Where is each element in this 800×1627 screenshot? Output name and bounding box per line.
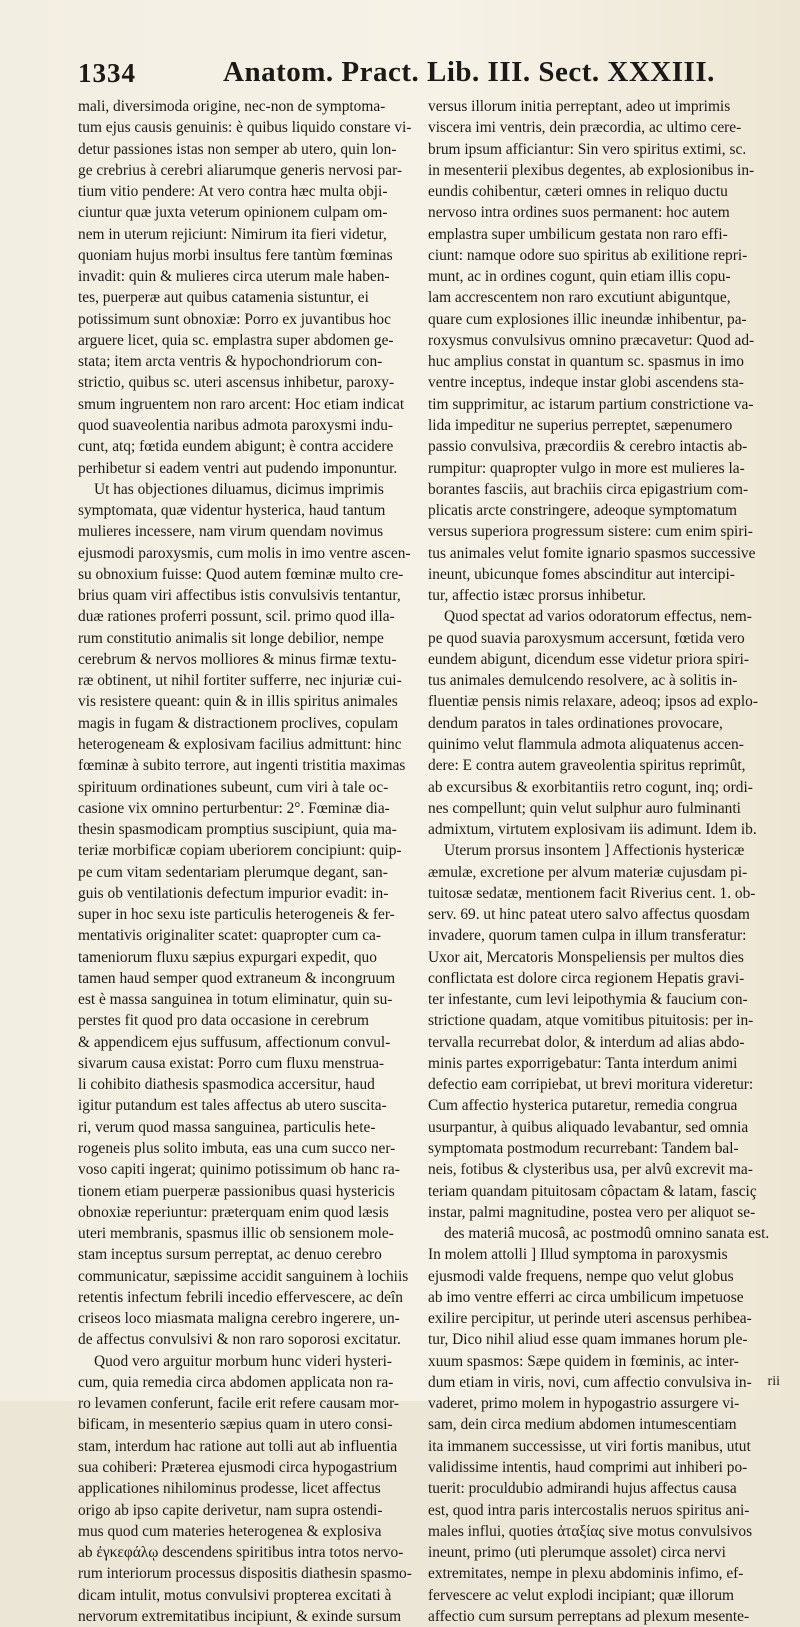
text-line: In molem attolli ] Illud symptoma in paroxysmis bbox=[428, 1246, 728, 1264]
text-line: smum ingruentem non raro arcent: Hoc etiam indicat bbox=[78, 395, 405, 413]
text-line: males influi, quoties ἀταξίας sive motus convulsivos bbox=[428, 1522, 753, 1540]
text-line: guis ob ventilationis defectum impurior evadit: in- bbox=[78, 884, 389, 902]
text-line: tamen haud semper quod extraneum & incongruum bbox=[78, 969, 396, 987]
text-line: stam inceptus sursum perreptat, ac denuo cerebro bbox=[78, 1246, 382, 1264]
text-line: ter infestante, cum levi leipothymia & faucium con- bbox=[428, 991, 748, 1009]
text-line: sam, dein circa medium abdomen intumescentiam bbox=[428, 1416, 737, 1434]
text-line: conflictata est dolore circa regionem Hepatis gravi- bbox=[428, 969, 745, 987]
text-line: sivarum causa existat: Porro cum fluxu menstrua- bbox=[78, 1054, 385, 1072]
text-line: teriam quandam pituitosam côpactam & latam, fasciç bbox=[428, 1182, 757, 1200]
text-line: voso capiti ingerat; quinimo potissimum ob hanc ra- bbox=[78, 1161, 400, 1179]
text-line: ræ obtinent, ut nihil fortiter sufferre, nec injuriæ cui- bbox=[78, 672, 402, 690]
text-line: casione vix omnino perturbentur: 2°. Fœminæ dia- bbox=[78, 799, 390, 817]
text-line: neis, fotibus & clysteribus usa, per alvû excrevit ma- bbox=[428, 1161, 753, 1179]
text-line: de affectus convulsivi & non raro soporosi excitatur. bbox=[78, 1331, 401, 1349]
text-line: invadit: quin & mulieres circa uterum male haben- bbox=[78, 268, 390, 286]
text-line: origo ab ipso capite derivetur, nam supra ostendi- bbox=[78, 1501, 383, 1519]
text-line: eundem abigunt, dicendum esse videtur priora spiri- bbox=[428, 650, 749, 668]
text-line: usurpantur, à quibus aliquado levabantur, sed omnia bbox=[428, 1118, 749, 1136]
text-line: in mesenterii plexibus degentes, ab explosionibus in- bbox=[428, 161, 755, 179]
text-line: ab ἐγκεφάλῳ descendens spiritibus intra totos nervo- bbox=[78, 1544, 404, 1562]
text-line: vaderet, primo molem in hypogastrio assurgere vi- bbox=[428, 1395, 740, 1413]
text-line: pe quod suavia paroxysmum accersunt, fœtida vero bbox=[428, 629, 745, 647]
text-line: mus quod cum materies heterogenea & explosiva bbox=[78, 1522, 382, 1540]
text-line: tus animales velut fomite ignario spasmos successive bbox=[428, 544, 756, 562]
text-line: igitur putandum est tales affectus ab utero suscita- bbox=[78, 1097, 387, 1115]
text-line: tionem etiam puerperæ passionibus quasi hystericis bbox=[78, 1182, 395, 1200]
text-line: Quod spectat ad varios odoratorum effectus, nem- bbox=[444, 608, 752, 626]
text-line: ejusmodi valde frequens, nempe quo velut globus bbox=[428, 1267, 734, 1285]
text-line: rumpitur: quapropter vulgo in more est mulieres la- bbox=[428, 459, 745, 477]
text-line: brum ipsum afficiantur: Sin vero spiritus extimi, sc. bbox=[428, 140, 747, 158]
text-line: symptomata, quæ videntur hysterica, haud tantum bbox=[78, 502, 386, 520]
text-line: fluentiæ pensis nimis relaxare, adeoq; ipsos ad explo- bbox=[428, 693, 758, 711]
text-line: Cum affectio hysterica putaretur, remedia congrua bbox=[428, 1097, 738, 1115]
catchword: rii bbox=[767, 1374, 780, 1389]
text-line: rum constitutio animalis sit longe debilior, nempe bbox=[78, 629, 384, 647]
text-line: ciunt: namque odore suo spiritus ab exilitione repri- bbox=[428, 246, 748, 264]
text-line: heterogeneam & explosivam facilius admittunt: hinc bbox=[78, 735, 402, 753]
text-line: strictione quadam, atque vomitibus pituitosis: per in- bbox=[428, 1012, 754, 1030]
text-line: validissime intentis, haud comprimi aut inhiberi po- bbox=[428, 1459, 748, 1476]
text-line: perhibetur si eadem ventri aut pudendo imponuntur. bbox=[78, 459, 398, 477]
text-line: tes, puerperæ aut quibus catamenia sistuntur, ei bbox=[78, 289, 369, 307]
text-line: tum ejus causis genuinis: è quibus liquido constare vi- bbox=[78, 119, 412, 137]
text-line: super in hoc sexu iste particulis heterogeneis & fer- bbox=[78, 906, 395, 924]
text-line: æmulæ, excretione per alvum materiæ cujusdam pi- bbox=[428, 863, 748, 881]
text-line: symptomata postmodum recurrebant: Tandem bal- bbox=[428, 1140, 739, 1158]
text-line: ri, verum quod massa sanguinea, particulis hete- bbox=[78, 1118, 376, 1136]
text-line: ciuntur quæ juxta veterum opinionem culpam om- bbox=[78, 204, 388, 222]
text-line: ineunt, ubicunque fomes abscinditur aut intercipi- bbox=[428, 565, 735, 583]
text-line: mulieres incessere, nam virum quendam novimus bbox=[78, 523, 384, 541]
text-line: stata; item arcta ventris & hypochondriorum con- bbox=[78, 353, 383, 371]
text-line: admixtum, virtutem explosivam iis adimunt. Idem ib. bbox=[428, 821, 757, 839]
text-line: arguere licet, quia sc. emplastra super abdomen ge- bbox=[78, 331, 394, 349]
text-line: defectio eam corripiebat, ut brevi moritura videretur: bbox=[428, 1076, 754, 1094]
text-line: instar, palmi magnitudine, postea vero per aliquot se- bbox=[428, 1203, 756, 1221]
text-line: quinimo velut flammula admota aliquatenus accen- bbox=[428, 735, 744, 753]
text-line: Quod vero arguitur morbum hunc videri hysteri- bbox=[94, 1352, 393, 1370]
text-line: tuerit: proculdubio admirandi hujus affectus causa bbox=[428, 1480, 737, 1498]
text-line: li cohibito diathesis spasmodica accersitur, haud bbox=[78, 1076, 375, 1094]
text-line: Uxor ait, Mercatoris Monspeliensis per multos dies bbox=[428, 948, 744, 966]
text-line: criseos loco miasmata maligna cerebro ingerere, un- bbox=[78, 1310, 400, 1328]
text-line: strictio, quibus sc. uteri ascensus inhibetur, paroxy- bbox=[78, 374, 395, 392]
text-line: tim supprimitur, ac istarum partium constrictione va- bbox=[428, 395, 754, 413]
text-line: cunt, atq; fœtida eundem abigunt; è contra accidere bbox=[78, 438, 394, 456]
text-line: spirituum ordinationes subeunt, cum viri à tale oc- bbox=[78, 778, 389, 796]
text-line: nervoso intra ordines suos permanent: hoc autem bbox=[428, 204, 730, 222]
text-line: applicationes nihilominus prodesse, licet affectus bbox=[78, 1480, 381, 1498]
text-line: serv. 69. ut hinc pateat utero salvo affectus quosdam bbox=[428, 906, 750, 924]
text-line: eundis cohibentur, cæteri omnes in reliquo ductu bbox=[428, 183, 728, 201]
text-line: ro levamen conferunt, facile erit refere causam mor- bbox=[78, 1395, 400, 1413]
text-line: fervescere ac velut explodi incipiant; quæ illorum bbox=[428, 1586, 735, 1604]
text-line: xuum spasmos: Sæpe quidem in fœminis, ac inter- bbox=[428, 1352, 739, 1370]
text-line: dere: E contra autem graveolentia spiritus reprimût, bbox=[428, 757, 746, 775]
text-line: huc amplius constat in quantum sc. spasmus in imo bbox=[428, 353, 744, 371]
text-line: dicam intulit, motus convulsivi propterea excitati à bbox=[78, 1586, 392, 1604]
text-line: plicatis arcte constringere, adeoque symptomatum bbox=[428, 502, 737, 520]
text-line: mentativis originaliter scatet: quapropter cum ca- bbox=[78, 927, 381, 945]
text-line: lida impeditur ne superius perreptet, sæpenumero bbox=[428, 416, 733, 434]
text-line: fœminæ à subito terrore, aut ingenti tristitia maximas bbox=[78, 757, 406, 775]
text-line: ge crebrius à cerebri aliarumque generis nervosi par- bbox=[78, 161, 403, 179]
text-line: vis resistere queant: quin & in illis spiritus animales bbox=[78, 693, 398, 711]
text-line: des materiâ mucosâ, ac postmodû omnino sanata est. bbox=[444, 1225, 770, 1243]
text-line: dendum paratos in tales ordinationes provocare, bbox=[428, 714, 723, 732]
text-line: brius quam viri affectibus istis convulsivis tentantur, bbox=[78, 587, 401, 605]
text-line: est, quod intra paris intercostalis neruos spiritus ani- bbox=[428, 1501, 750, 1519]
text-line: Uterum prorsus insontem ] Affectionis hystericæ bbox=[444, 842, 745, 860]
text-line: affectio cum sursum perreptans ad plexum mesente- bbox=[428, 1607, 750, 1625]
text-line: uteri membranis, spasmus illic ob sensionem mole- bbox=[78, 1225, 394, 1243]
text-line: quare cum explosiones illic ineundæ inhibentur, pa- bbox=[428, 310, 747, 328]
text-line: su obnoxium fuisse: Quod autem fœminæ multo cre- bbox=[78, 565, 404, 583]
text-line: mali, diversimoda origine, nec-non de symptoma- bbox=[78, 98, 386, 115]
text-line: stam, interdum hac ratione aut tolli aut ab influentia bbox=[78, 1437, 398, 1455]
text-line: dum etiam in viris, novi, cum affectio convulsiva in- bbox=[428, 1373, 752, 1391]
right-text-column bbox=[428, 96, 780, 1627]
text-line: rogeneis plus solito imbuta, eas una cum succo ner- bbox=[78, 1140, 396, 1158]
text-line: tium vitio pendere: At vero contra hæc multa obji- bbox=[78, 183, 388, 201]
text-line: retentis infectum febrili incedio effervescere, ac deîn bbox=[78, 1288, 403, 1306]
text-line: ejusmodi paroxysmis, cum molis in imo ventre ascen- bbox=[78, 544, 411, 562]
text-line: magis in fugam & distractionem proclives, copulam bbox=[78, 714, 399, 732]
text-line: nem in uterum rejiciunt: Nimirum ita fieri videtur, bbox=[78, 225, 387, 243]
text-line: ineunt, primo (uti plerumque assolet) circa nervi bbox=[428, 1544, 726, 1562]
text-line: cerebrum & nervos molliores & minus firmæ textu- bbox=[78, 650, 397, 668]
text-line: versus superiora progressum sistere: cum enim spiri- bbox=[428, 523, 753, 541]
text-line: emplastra super umbilicum gestata non raro effi- bbox=[428, 225, 728, 243]
text-line: bificam, in mesenterio sæpius quam in utero consi- bbox=[78, 1416, 393, 1434]
text-line: perstes fit quod pro data occasione in cerebrum bbox=[78, 1012, 370, 1030]
text-line: potissimum sunt obnoxiæ: Porro ex juvantibus hoc bbox=[78, 310, 391, 328]
text-line: viscera imi ventris, dein præcordia, ac ultimo cere- bbox=[428, 119, 742, 137]
text-line: ab excursibus & exorbitantiis retro cogunt, inq; ordi- bbox=[428, 778, 753, 796]
text-line: extremitates, nempe in plexu abdominis infimo, ef- bbox=[428, 1565, 744, 1583]
text-line: ab imo ventre efferri ac circa umbilicum impetuose bbox=[428, 1288, 744, 1306]
text-line: ita immanem successisse, ut viri fortis manibus, utut bbox=[428, 1437, 751, 1455]
text-line: tervalla recurrebat dolor, & interdum ad alias abdo- bbox=[428, 1033, 745, 1051]
text-line: tur, affectio istæc prorsus inhibetur. bbox=[428, 587, 646, 605]
text-line: quoniam hujus morbi insultus fere tantùm fœminas bbox=[78, 246, 393, 264]
text-line: thesin spasmodicam promptius suscipiunt, quia ma- bbox=[78, 821, 397, 839]
text-line: Ut has objectiones diluamus, dicimus imprimis bbox=[94, 480, 384, 498]
text-line: communicatur, sæpissime accidit sanguinem à lochiis bbox=[78, 1267, 409, 1285]
text-line: munt, ac in ordines cogunt, quin etiam illis copu- bbox=[428, 268, 731, 286]
text-line: tameniorum fluxu sæpius expurgari expedit, quo bbox=[78, 948, 377, 966]
text-line: sua cohiberi: Præterea ejusmodi circa hypogastrium bbox=[78, 1459, 398, 1476]
text-line: versus illorum initia perreptant, adeo ut imprimis bbox=[428, 98, 731, 115]
text-line: rum interiorum processus dispositis diathesin spasmo- bbox=[78, 1565, 412, 1583]
text-line: exilire percipitur, ut perinde uteri ascensus perhibea- bbox=[428, 1310, 752, 1328]
text-line: lam accrescentem non raro excutiunt abiguntque, bbox=[428, 289, 731, 307]
text-line: nervorum extremitatibus incipiunt, & exinde sursum bbox=[78, 1607, 402, 1625]
text-line: tuitosæ sedatæ, mentionem facit Riverius cent. 1. ob- bbox=[428, 884, 756, 902]
text-line: minis partes exporrigebatur: Tanta interdum animi bbox=[428, 1054, 738, 1072]
page-header bbox=[78, 54, 786, 94]
text-line: cum, quia remedia circa abdomen applicata non ra- bbox=[78, 1373, 394, 1391]
text-line: tus animales demulcendo resolvere, ac à solitis in- bbox=[428, 672, 738, 690]
text-line: invadere, quorum tamen culpa in illum transferatur: bbox=[428, 927, 747, 945]
text-line: detur passiones istas non semper ab utero, quin lon- bbox=[78, 140, 397, 158]
text-line: obnoxiæ reperiuntur: præterquam enim quod læsis bbox=[78, 1203, 389, 1221]
text-line: duæ rationes proferri possunt, scil. primo quod illa- bbox=[78, 608, 395, 626]
text-line: pe cum vitam sedentariam plerumque degant, san- bbox=[78, 863, 388, 881]
text-line: est è massa sanguinea in totum eliminatur, quin su- bbox=[78, 991, 393, 1009]
text-line: borantes fasciis, aut brachiis circa epigastrium com- bbox=[428, 480, 749, 498]
text-line: roxysmus convulsivus omnino præcavetur: Quod ad- bbox=[428, 331, 755, 349]
page-number: 1334 bbox=[78, 58, 136, 88]
running-head: Anatom. Pract. Lib. III. Sect. XXXIII. bbox=[223, 56, 715, 88]
text-line: & appendicem ejus suffusum, affectionum convul- bbox=[78, 1033, 391, 1051]
text-line: tur, Dico nihil aliud esse quam immanes horum ple- bbox=[428, 1331, 748, 1349]
text-line: quod suaveolentia naribus admota paroxysmi indu- bbox=[78, 416, 394, 434]
text-line: nes compellunt; quin velut sulphur auro fulminanti bbox=[428, 799, 741, 817]
text-line: teriæ morbificæ copiam uberiorem concipiunt: quip- bbox=[78, 842, 402, 860]
text-line: ventre inceptus, indeque instar globi ascendens sta- bbox=[428, 374, 744, 392]
text-line: passio convulsiva, præcordiis & cerebro intactis ab- bbox=[428, 438, 748, 456]
left-text-column bbox=[78, 96, 420, 1627]
